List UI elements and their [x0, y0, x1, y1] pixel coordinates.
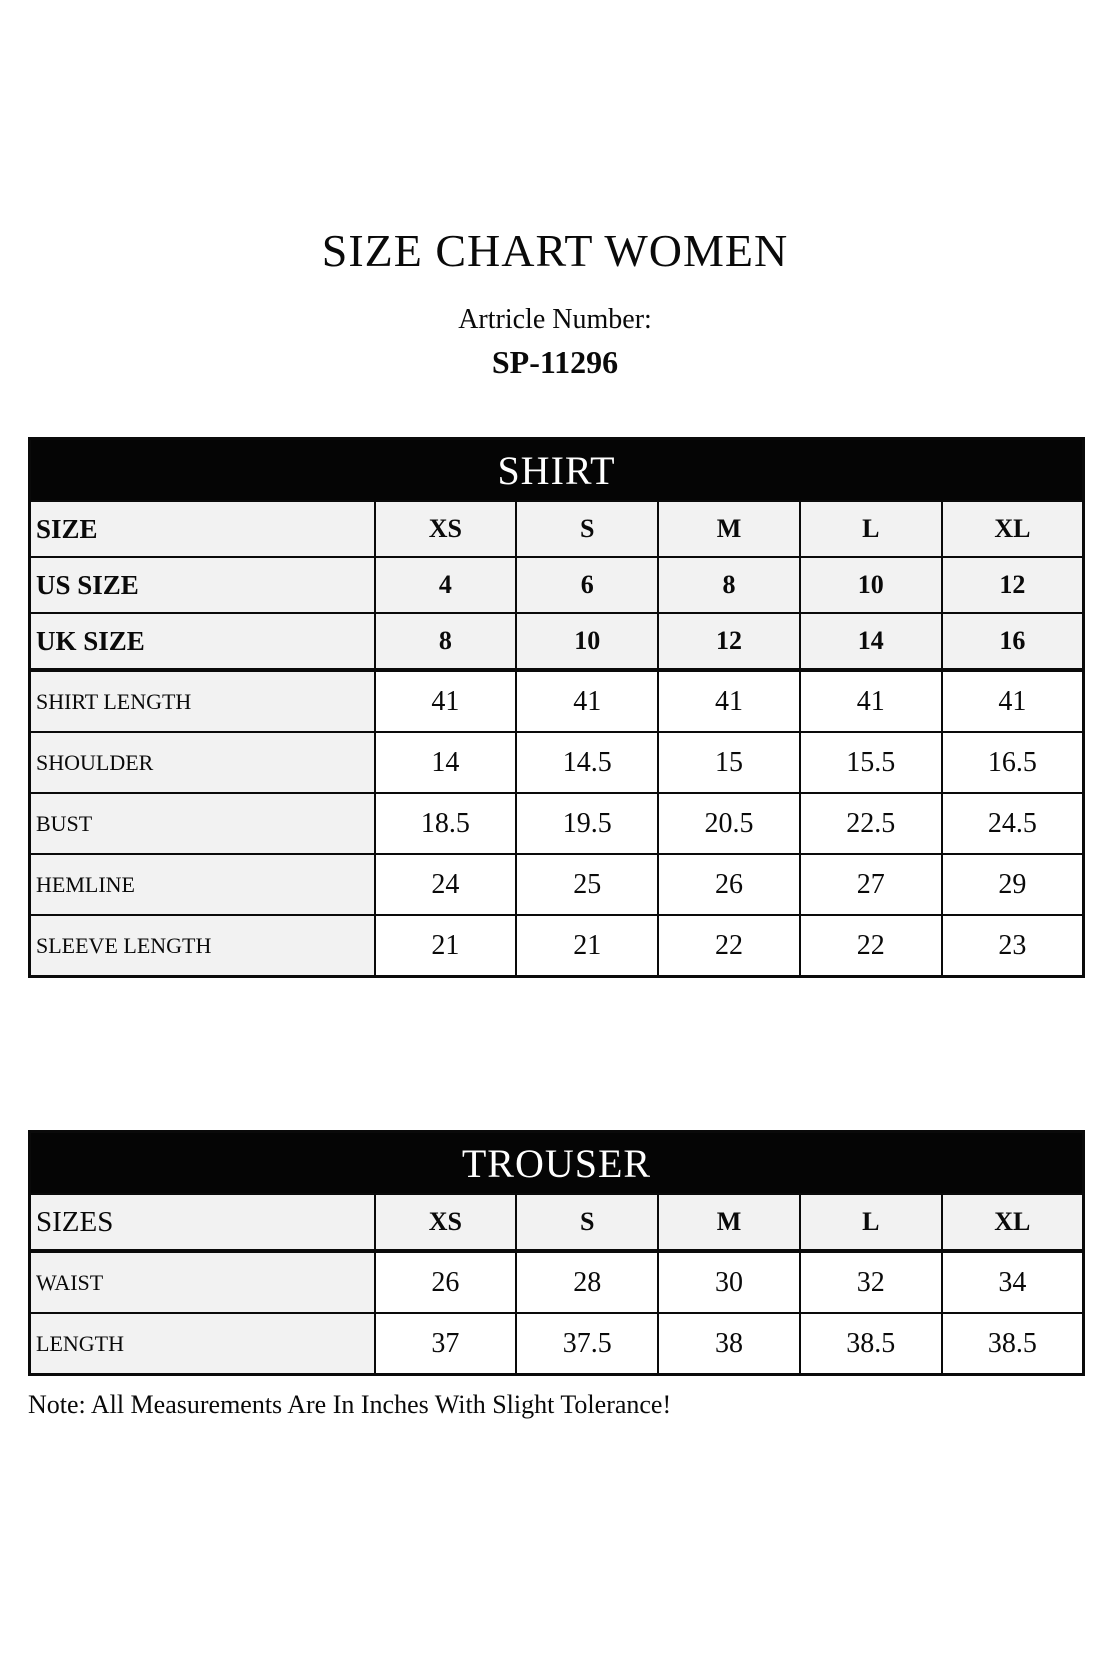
- row-label: SHIRT LENGTH: [30, 670, 375, 732]
- measurement-value: 15.5: [800, 732, 942, 793]
- size-value: 6: [516, 557, 658, 613]
- size-header-row: [30, 1194, 1084, 1251]
- measurement-value: 22.5: [800, 793, 942, 854]
- size-value: M: [658, 501, 800, 557]
- measurement-value: 38.5: [800, 1313, 942, 1375]
- measurement-value: 23: [942, 915, 1084, 977]
- measurement-value: 26: [658, 854, 800, 915]
- measurement-value: 27: [800, 854, 942, 915]
- measurement-value: 38: [658, 1313, 800, 1375]
- size-value: XS: [375, 501, 517, 557]
- size-header-row: [30, 557, 1084, 613]
- size-value: XS: [375, 1194, 517, 1251]
- measurement-value: 25: [516, 854, 658, 915]
- measurement-value: 15: [658, 732, 800, 793]
- size-header-row: [30, 501, 1084, 557]
- size-value: 8: [375, 613, 517, 670]
- measurement-value: 29: [942, 854, 1084, 915]
- shirt-size-table: [28, 437, 1085, 978]
- size-value: L: [800, 1194, 942, 1251]
- measurement-value: 21: [375, 915, 517, 977]
- measurement-row: [30, 1313, 1084, 1375]
- measurement-row: [30, 915, 1084, 977]
- size-value: 16: [942, 613, 1084, 670]
- size-value: L: [800, 501, 942, 557]
- measurement-row: [30, 854, 1084, 915]
- size-value: 10: [800, 557, 942, 613]
- article-number-value: SP-11296: [491, 344, 619, 380]
- measurement-value: 21: [516, 915, 658, 977]
- size-value: 14: [800, 613, 942, 670]
- measurement-value: 41: [942, 670, 1084, 732]
- size-value: 12: [658, 613, 800, 670]
- measurement-value: 37: [375, 1313, 517, 1375]
- measurement-row: [30, 793, 1084, 854]
- measurement-value: 28: [516, 1251, 658, 1313]
- row-label: SLEEVE LENGTH: [30, 915, 375, 977]
- measurement-value: 41: [516, 670, 658, 732]
- row-label: WAIST: [30, 1251, 375, 1313]
- measurement-value: 30: [658, 1251, 800, 1313]
- measurement-value: 26: [375, 1251, 517, 1313]
- size-value: S: [516, 501, 658, 557]
- measurement-value: 41: [800, 670, 942, 732]
- measurement-value: 16.5: [942, 732, 1084, 793]
- size-value: S: [516, 1194, 658, 1251]
- size-value: XL: [942, 501, 1084, 557]
- size-header-row: [30, 613, 1084, 670]
- measurement-value: 20.5: [658, 793, 800, 854]
- measurement-value: 34: [942, 1251, 1084, 1313]
- measurement-value: 19.5: [516, 793, 658, 854]
- shirt-table-title: SHIRT: [30, 439, 1084, 502]
- measurement-value: 14.5: [516, 732, 658, 793]
- measurement-value: 24.5: [942, 793, 1084, 854]
- article-number-label: Artricle Number:: [458, 304, 652, 335]
- row-label: SHOULDER: [30, 732, 375, 793]
- row-label: SIZE: [30, 501, 375, 557]
- size-value: XL: [942, 1194, 1084, 1251]
- row-label: BUST: [30, 793, 375, 854]
- row-label: UK SIZE: [30, 613, 375, 670]
- measurement-value: 41: [375, 670, 517, 732]
- trouser-size-table: [28, 1130, 1085, 1376]
- measurement-value: 24: [375, 854, 517, 915]
- measurement-note: Note: All Measurements Are In Inches With Slight Tolerance!: [28, 1390, 672, 1419]
- row-label: HEMLINE: [30, 854, 375, 915]
- row-label: LENGTH: [30, 1313, 375, 1375]
- size-value: 10: [516, 613, 658, 670]
- row-label: SIZES: [30, 1194, 375, 1251]
- page-title: SIZE CHART WOMEN: [321, 225, 789, 276]
- size-value: M: [658, 1194, 800, 1251]
- row-label: US SIZE: [30, 557, 375, 613]
- measurement-value: 22: [658, 915, 800, 977]
- size-value: 8: [658, 557, 800, 613]
- measurement-value: 22: [800, 915, 942, 977]
- measurement-value: 14: [375, 732, 517, 793]
- table-header-row: [30, 439, 1084, 502]
- trouser-table-title: TROUSER: [30, 1132, 1084, 1195]
- measurement-row: [30, 1251, 1084, 1313]
- measurement-value: 37.5: [516, 1313, 658, 1375]
- measurement-value: 38.5: [942, 1313, 1084, 1375]
- measurement-row: [30, 732, 1084, 793]
- table-header-row: [30, 1132, 1084, 1195]
- size-value: 4: [375, 557, 517, 613]
- size-value: 12: [942, 557, 1084, 613]
- measurement-value: 18.5: [375, 793, 517, 854]
- measurement-value: 32: [800, 1251, 942, 1313]
- measurement-row: [30, 670, 1084, 732]
- measurement-value: 41: [658, 670, 800, 732]
